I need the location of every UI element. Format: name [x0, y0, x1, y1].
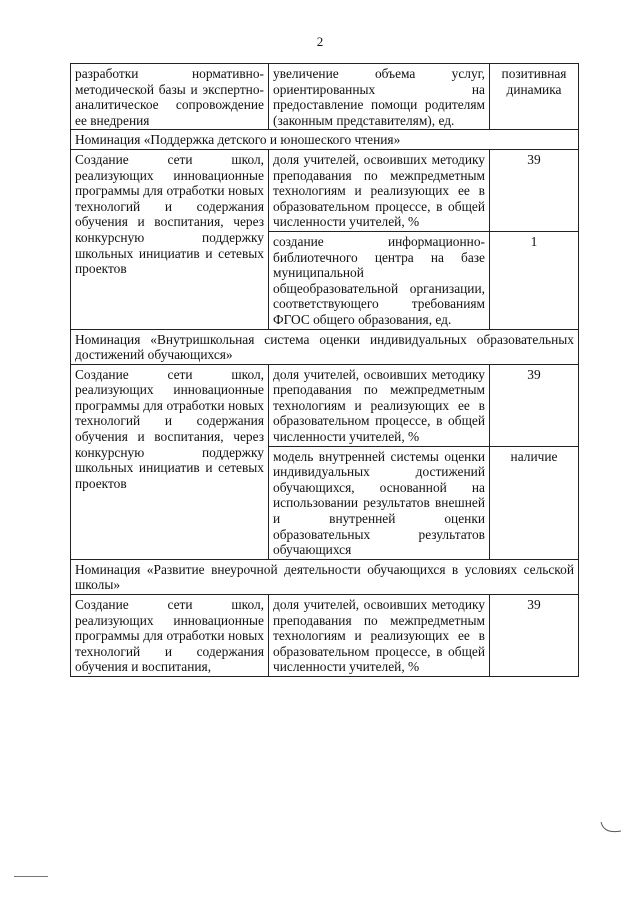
table-row — [71, 64, 579, 130]
page-number: 2 — [316, 34, 324, 49]
nomination-row — [71, 130, 579, 150]
pen-mark-icon — [600, 820, 622, 834]
table-cell: Создание сети школ, реализующих инновационные программы для отработки новых технологий и содержания обучения и воспитания, через конкурсную поддержку школьных инициатив и сетевых проектов — [71, 149, 269, 329]
nomination-row — [71, 329, 579, 364]
table-cell: Создание сети школ, реализующих инновационные программы для отработки новых технологий и содержания обучения и воспитания, через конкурсную поддержку школьных инициатив и сетевых проектов — [71, 364, 269, 559]
nomination-title: Номинация «Поддержка детского и юношеского чтения» — [71, 130, 579, 150]
table-cell: доля учителей, освоивших методику преподавания по межпредметным технологиям и реализующих ее в образовательном процессе, в общей численности учителей, % — [269, 149, 490, 231]
nomination-row — [71, 559, 579, 594]
table-cell: модель внутренней системы оценки индивидуальных достижений обучающихся, основанной на использовании результатов внешней и внутренней оценки образовательных результатов обучающихся — [269, 446, 490, 559]
nomination-title: Номинация «Развитие внеурочной деятельности обучающихся в условиях сельской школы» — [71, 559, 579, 594]
table-cell: 1 — [490, 231, 579, 329]
table-row — [71, 149, 579, 231]
table-cell: 39 — [490, 364, 579, 446]
document-table — [70, 63, 579, 677]
table-cell: позитивная динамика — [490, 64, 579, 130]
table-cell: 39 — [490, 595, 579, 677]
table-row — [71, 595, 579, 677]
table-cell: наличие — [490, 446, 579, 559]
table-cell: Создание сети школ, реализующих инновационные программы для отработки новых технологий и содержания обучения и воспитания, — [71, 595, 269, 677]
table-cell: доля учителей, освоивших методику преподавания по межпредметным технологиям и реализующих ее в образовательном процессе, в общей численности учителей, % — [269, 364, 490, 446]
nomination-title: Номинация «Внутришкольная система оценки индивидуальных образовательных достижений обучающихся» — [71, 329, 579, 364]
table-cell: 39 — [490, 149, 579, 231]
table-cell: создание информационно-библиотечного центра на базе муниципальной общеобразовательной организации, соответствующего требованиям ФГОС общего образования, ед. — [269, 231, 490, 329]
footer-rule — [14, 876, 48, 877]
table-cell: разработки нормативно-методической базы и экспертно-аналитическое сопровождение ее внедрения — [71, 64, 269, 130]
table-cell: увеличение объема услуг, ориентированных на предоставление помощи родителям (законным представителям), ед. — [269, 64, 490, 130]
table-row — [71, 364, 579, 446]
table-cell: доля учителей, освоивших методику преподавания по межпредметным технологиям и реализующих ее в образовательном процессе, в общей численности учителей, % — [269, 595, 490, 677]
